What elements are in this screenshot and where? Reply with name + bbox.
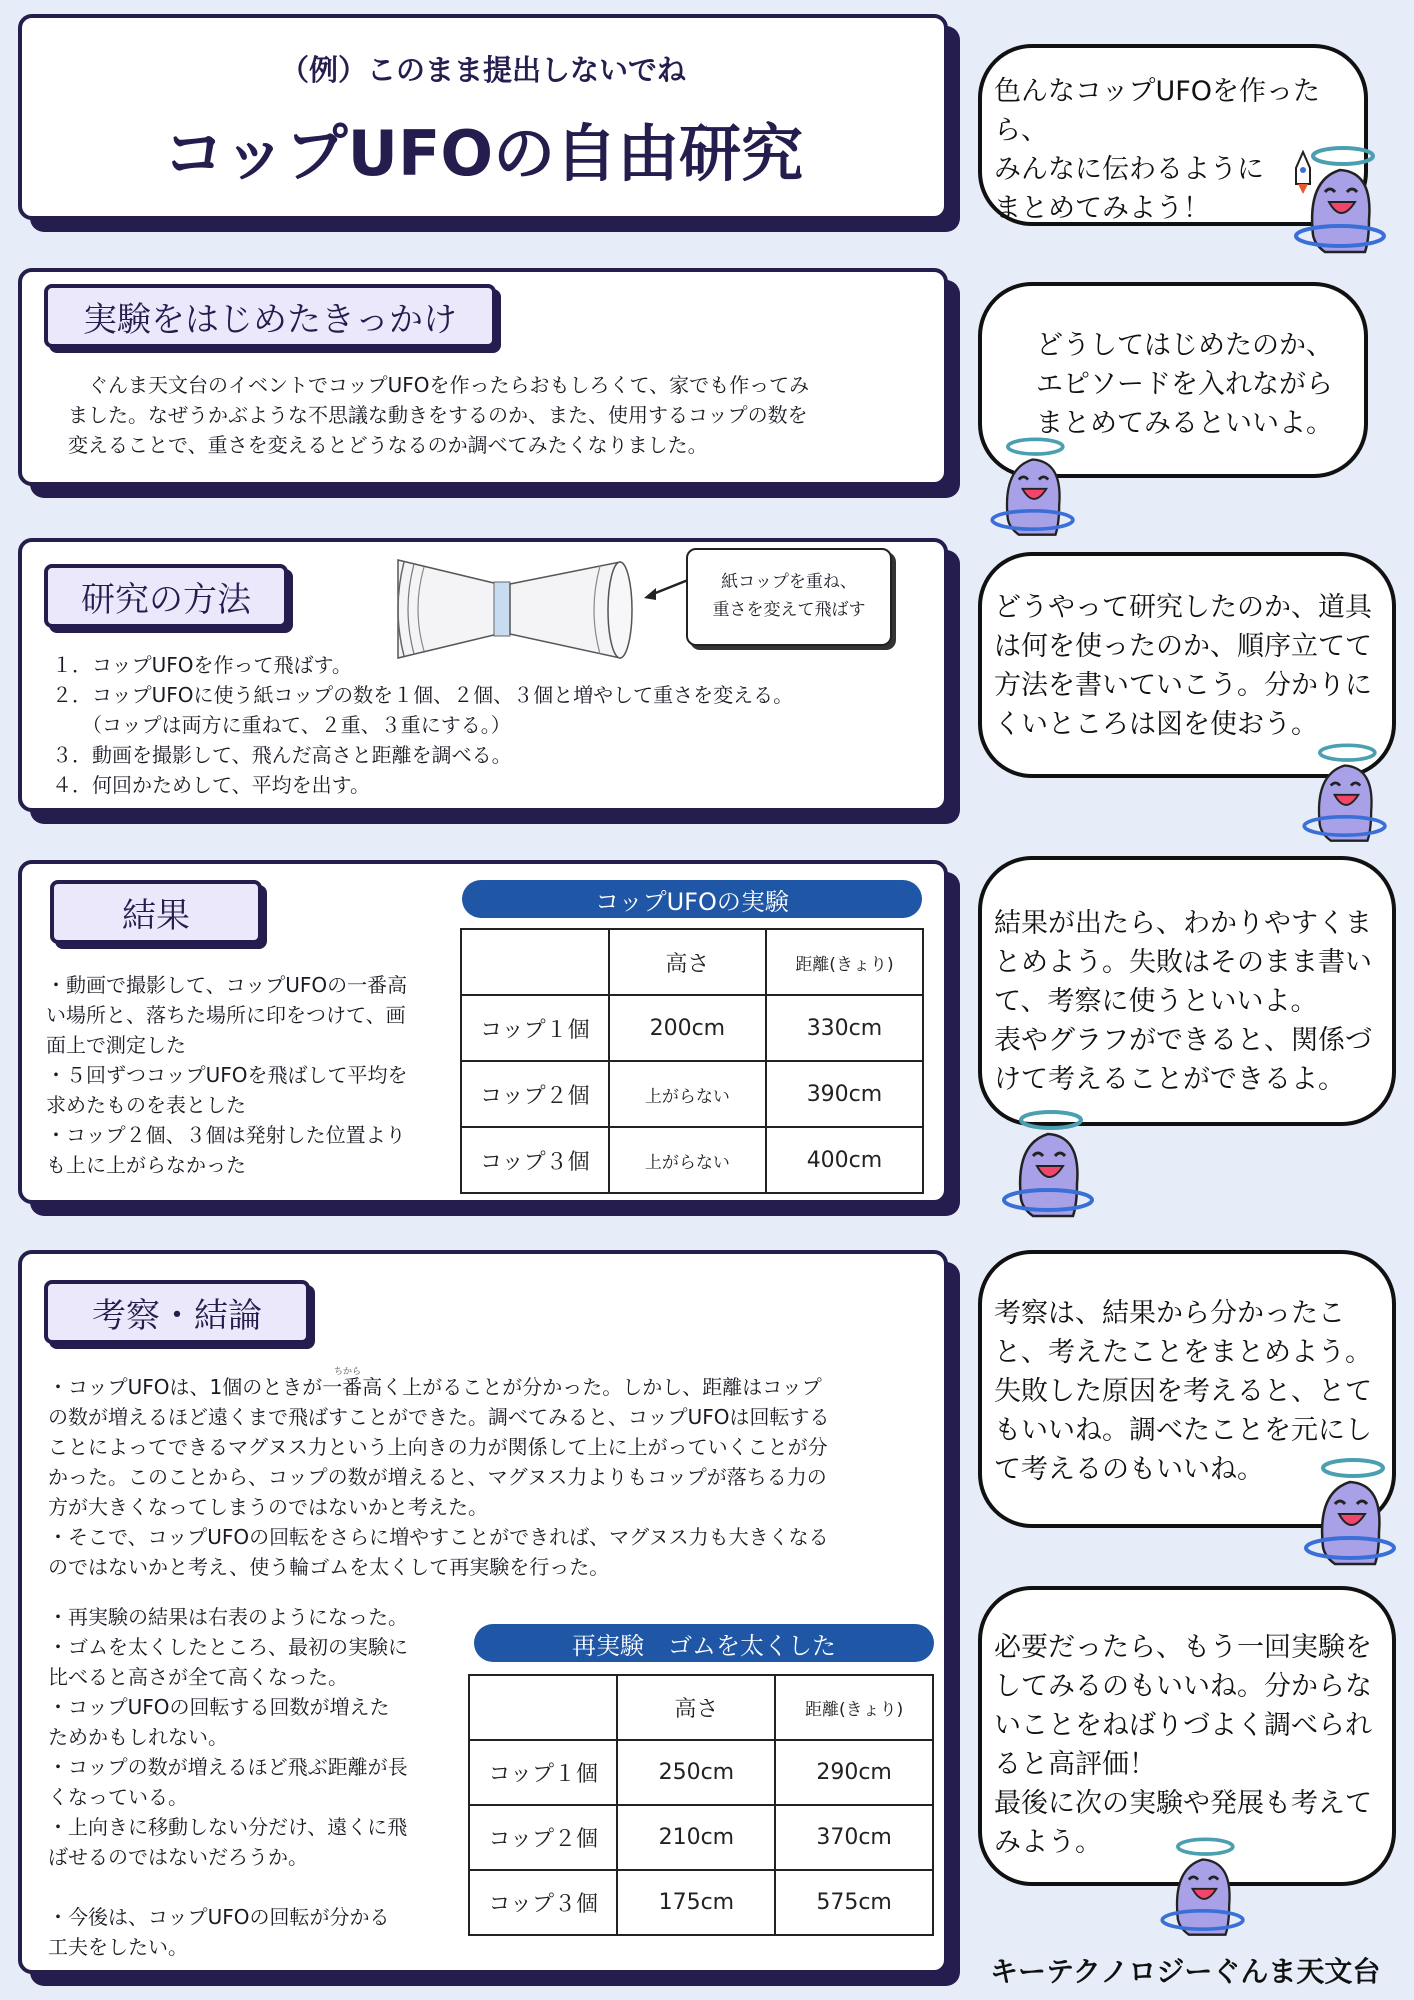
motive-line: 変えることで、重さを変えるとどうなるのか調べてみたくなりました。 bbox=[68, 433, 708, 457]
bubble-line: は何を使ったのか、順序立てて bbox=[994, 631, 1372, 662]
method-step: ４．何回かためして、平均を出す。 bbox=[52, 773, 370, 797]
title-panel bbox=[18, 14, 948, 220]
motive-line: ました。なぜうかぶような不思議な動きをするのか、また、使用するコップの数を bbox=[68, 403, 808, 427]
table-row-label: コップ１個 bbox=[469, 1740, 617, 1805]
table-row bbox=[461, 929, 923, 995]
bubble-line: 方法を書いていこう。分かりに bbox=[994, 670, 1372, 701]
conclusion-note: 比べると高さが全て高くなった。 bbox=[48, 1665, 348, 1689]
bubble-line: 失敗した原因を考えると、とて bbox=[994, 1376, 1372, 1407]
conclusion-line: のではないかと考え、使う輪ゴムを太くして再実験を行った。 bbox=[48, 1555, 610, 1579]
results-note: ・コップ２個、３個は発射した位置より bbox=[46, 1123, 406, 1147]
bubble-line: 最後に次の実験や発展も考えて bbox=[994, 1788, 1372, 1819]
bubble-line: ると高評価！ bbox=[994, 1749, 1156, 1780]
table-cell-height: 200cm bbox=[609, 995, 766, 1061]
conclusion-line: ことによってできるマグヌス力という上向きの力が関係して上に上がっていくことが分 bbox=[48, 1435, 828, 1459]
results-notes bbox=[46, 970, 408, 1180]
mascot-ring-icon bbox=[1290, 1452, 1400, 1572]
mascot-final-icon bbox=[1138, 1832, 1258, 1942]
bubble-line: みんなに伝わるように bbox=[994, 154, 1264, 185]
results-table bbox=[460, 928, 924, 1194]
retest-table-title: 再実験 ゴムを太くした bbox=[474, 1624, 934, 1662]
table-cell-height: 上がらない bbox=[609, 1127, 766, 1193]
mascot-icon bbox=[988, 1104, 1098, 1224]
results-panel bbox=[18, 860, 948, 1204]
callout-arrow-icon bbox=[642, 574, 692, 604]
table-cell-distance: 575cm bbox=[775, 1870, 933, 1935]
bubble-line: 必要だったら、もう一回実験を bbox=[994, 1632, 1372, 1663]
conclusion-note: くなっている。 bbox=[48, 1785, 188, 1809]
method-step: ２．コップUFOに使う紙コップの数を１個、２個、３個と増やして重さを変える。 bbox=[52, 683, 794, 707]
method-heading: 研究の方法 bbox=[44, 564, 288, 628]
table-header-distance: 距離(きょり) bbox=[775, 1675, 933, 1740]
subtitle: （例）このまま提出しないでね bbox=[279, 53, 686, 87]
retest-table bbox=[468, 1674, 934, 1936]
table-row-label: コップ３個 bbox=[461, 1127, 609, 1193]
conclusion-paragraph bbox=[48, 1372, 829, 1582]
conclusion-note: ばせるのではないだろうか。 bbox=[48, 1845, 308, 1869]
results-note: も上に上がらなかった bbox=[46, 1153, 246, 1177]
conclusion-line: 方が大きくなってしまうのではないかと考えた。 bbox=[48, 1495, 488, 1519]
conclusion-line: ・そこで、コップUFOの回転をさらに増やすことができれば、マグヌス力も大きくなる bbox=[48, 1525, 829, 1549]
results-note: ・５回ずつコップUFOを飛ばして平均を bbox=[46, 1063, 408, 1087]
bubble-line: て考えるのもいいね。 bbox=[994, 1454, 1264, 1485]
bubble-line: 表やグラフができると、関係づ bbox=[994, 1025, 1372, 1056]
conclusion-note: ・再実験の結果は右表のようになった。 bbox=[48, 1605, 408, 1629]
table-row bbox=[469, 1805, 933, 1870]
table-row bbox=[469, 1740, 933, 1805]
table-header-distance: 距離(きょり) bbox=[766, 929, 923, 995]
table-row bbox=[469, 1675, 933, 1740]
conclusion-note bbox=[48, 1872, 408, 1902]
results-table-title: コップUFOの実験 bbox=[462, 880, 922, 918]
mascot-magnet-icon bbox=[978, 432, 1078, 542]
bubble-line: 結果が出たら、わかりやすくま bbox=[994, 908, 1372, 939]
conclusion-panel bbox=[18, 1250, 948, 1974]
method-step: （コップは両方に重ねて、２重、３重にする。） bbox=[72, 713, 511, 737]
results-note: 面上で測定した bbox=[46, 1033, 186, 1057]
bubble-line: してみるのもいいね。分からな bbox=[994, 1671, 1372, 1702]
table-row-label: コップ３個 bbox=[469, 1870, 617, 1935]
motive-heading: 実験をはじめたきっかけ bbox=[44, 284, 496, 348]
method-callout bbox=[686, 548, 892, 646]
motive-panel bbox=[18, 268, 948, 486]
bubble-line: とめよう。失敗はそのまま書い bbox=[994, 947, 1372, 978]
conclusion-heading: 考察・結論 bbox=[44, 1280, 310, 1344]
table-cell-distance: 370cm bbox=[775, 1805, 933, 1870]
table-row bbox=[461, 1127, 923, 1193]
conclusion-note: ・ゴムを太くしたところ、最初の実験に bbox=[48, 1635, 408, 1659]
table-row-label: コップ２個 bbox=[461, 1061, 609, 1127]
table-row-label: コップ２個 bbox=[469, 1805, 617, 1870]
table-row bbox=[469, 1870, 933, 1935]
bubble-line: エピソードを入れながら bbox=[1036, 369, 1333, 400]
bubble-line: 考察は、結果から分かったこ bbox=[994, 1298, 1345, 1329]
conclusion-note: ・今後は、コップUFOの回転が分かる bbox=[48, 1905, 390, 1929]
bubble-line: まとめてみよう！ bbox=[994, 193, 1210, 224]
conclusion-line: かった。このことから、コップの数が増えると、マグヌス力よりもコップが落ちる力の bbox=[48, 1465, 827, 1489]
motive-line: ぐんま天文台のイベントでコップUFOを作ったらおもしろくて、家でも作ってみ bbox=[88, 373, 810, 397]
conclusion-note: ためかもしれない。 bbox=[48, 1725, 228, 1749]
table-cell-distance: 290cm bbox=[775, 1740, 933, 1805]
results-heading: 結果 bbox=[50, 880, 262, 944]
bubble-line: けて考えることができるよ。 bbox=[994, 1064, 1345, 1095]
bubble-line: 色んなコップUFOを作ったら、 bbox=[994, 76, 1321, 146]
conclusion-notes bbox=[48, 1602, 408, 1962]
table-cell-height: 210cm bbox=[617, 1805, 775, 1870]
method-panel bbox=[18, 538, 948, 812]
bubble-line: くいところは図を使おう。 bbox=[994, 709, 1318, 740]
table-cell-distance: 330cm bbox=[766, 995, 923, 1061]
table-corner bbox=[469, 1675, 617, 1740]
tip-bubble-4 bbox=[978, 856, 1396, 1126]
table-row bbox=[461, 995, 923, 1061]
results-note: ・動画で撮影して、コップUFOの一番高 bbox=[46, 973, 408, 997]
conclusion-note: ・コップの数が増えるほど飛ぶ距離が長 bbox=[48, 1755, 408, 1779]
conclusion-note: 工夫をしたい。 bbox=[48, 1935, 188, 1959]
rocket-icon bbox=[1290, 150, 1316, 196]
table-row-label: コップ１個 bbox=[461, 995, 609, 1061]
table-row bbox=[461, 1061, 923, 1127]
bubble-line: もいいね。調べたことを元にし bbox=[994, 1415, 1372, 1446]
table-cell-distance: 400cm bbox=[766, 1127, 923, 1193]
table-cell-height: 上がらない bbox=[609, 1061, 766, 1127]
table-cell-height: 250cm bbox=[617, 1740, 775, 1805]
table-corner bbox=[461, 929, 609, 995]
bubble-line: いことをねばりづよく調べられ bbox=[994, 1710, 1372, 1741]
bubble-line: て、考察に使うといいよ。 bbox=[994, 986, 1318, 1017]
bubble-line: みよう。 bbox=[994, 1827, 1102, 1858]
method-step: ３．動画を撮影して、飛んだ高さと距離を調べる。 bbox=[52, 743, 512, 767]
conclusion-note: ・コップUFOの回転する回数が増えた bbox=[48, 1695, 390, 1719]
conclusion-note: ・上向きに移動しない分だけ、遠くに飛 bbox=[48, 1815, 408, 1839]
callout-line: 重さを変えて飛ばす bbox=[712, 600, 866, 620]
conclusion-line: の数が増えるほど遠くまで飛ばすことができた。調べてみると、コップUFOは回転する bbox=[48, 1405, 830, 1429]
bubble-line: と、考えたことをまとめよう。 bbox=[994, 1337, 1372, 1368]
table-header-height: 高さ bbox=[609, 929, 766, 995]
table-cell-height: 175cm bbox=[617, 1870, 775, 1935]
bubble-line: どうやって研究したのか、道具 bbox=[994, 592, 1372, 623]
results-note: 求めたものを表とした bbox=[46, 1093, 246, 1117]
motive-text bbox=[68, 370, 809, 460]
bubble-line: まとめてみるといいよ。 bbox=[1036, 408, 1333, 439]
ruby-annotation: ちから bbox=[334, 1367, 362, 1377]
page-title: コップUFOの自由研究 bbox=[162, 117, 804, 190]
table-cell-distance: 390cm bbox=[766, 1061, 923, 1127]
mascot-telescope-icon bbox=[1290, 738, 1390, 848]
bubble-line: どうしてはじめたのか、 bbox=[1036, 330, 1333, 361]
method-step: １．コップUFOを作って飛ばす。 bbox=[52, 653, 352, 677]
callout-line: 紙コップを重ね、 bbox=[721, 572, 857, 592]
table-header-height: 高さ bbox=[617, 1675, 775, 1740]
conclusion-line: ・コップUFOは、1個のときが一番高く上がることが分かった。しかし、距離はコップ bbox=[48, 1375, 822, 1399]
method-steps bbox=[52, 650, 793, 800]
results-note: い場所と、落ちた場所に印をつけて、画 bbox=[46, 1003, 406, 1027]
footer-credit: キーテクノロジーぐんま天文台 bbox=[990, 1955, 1381, 1988]
